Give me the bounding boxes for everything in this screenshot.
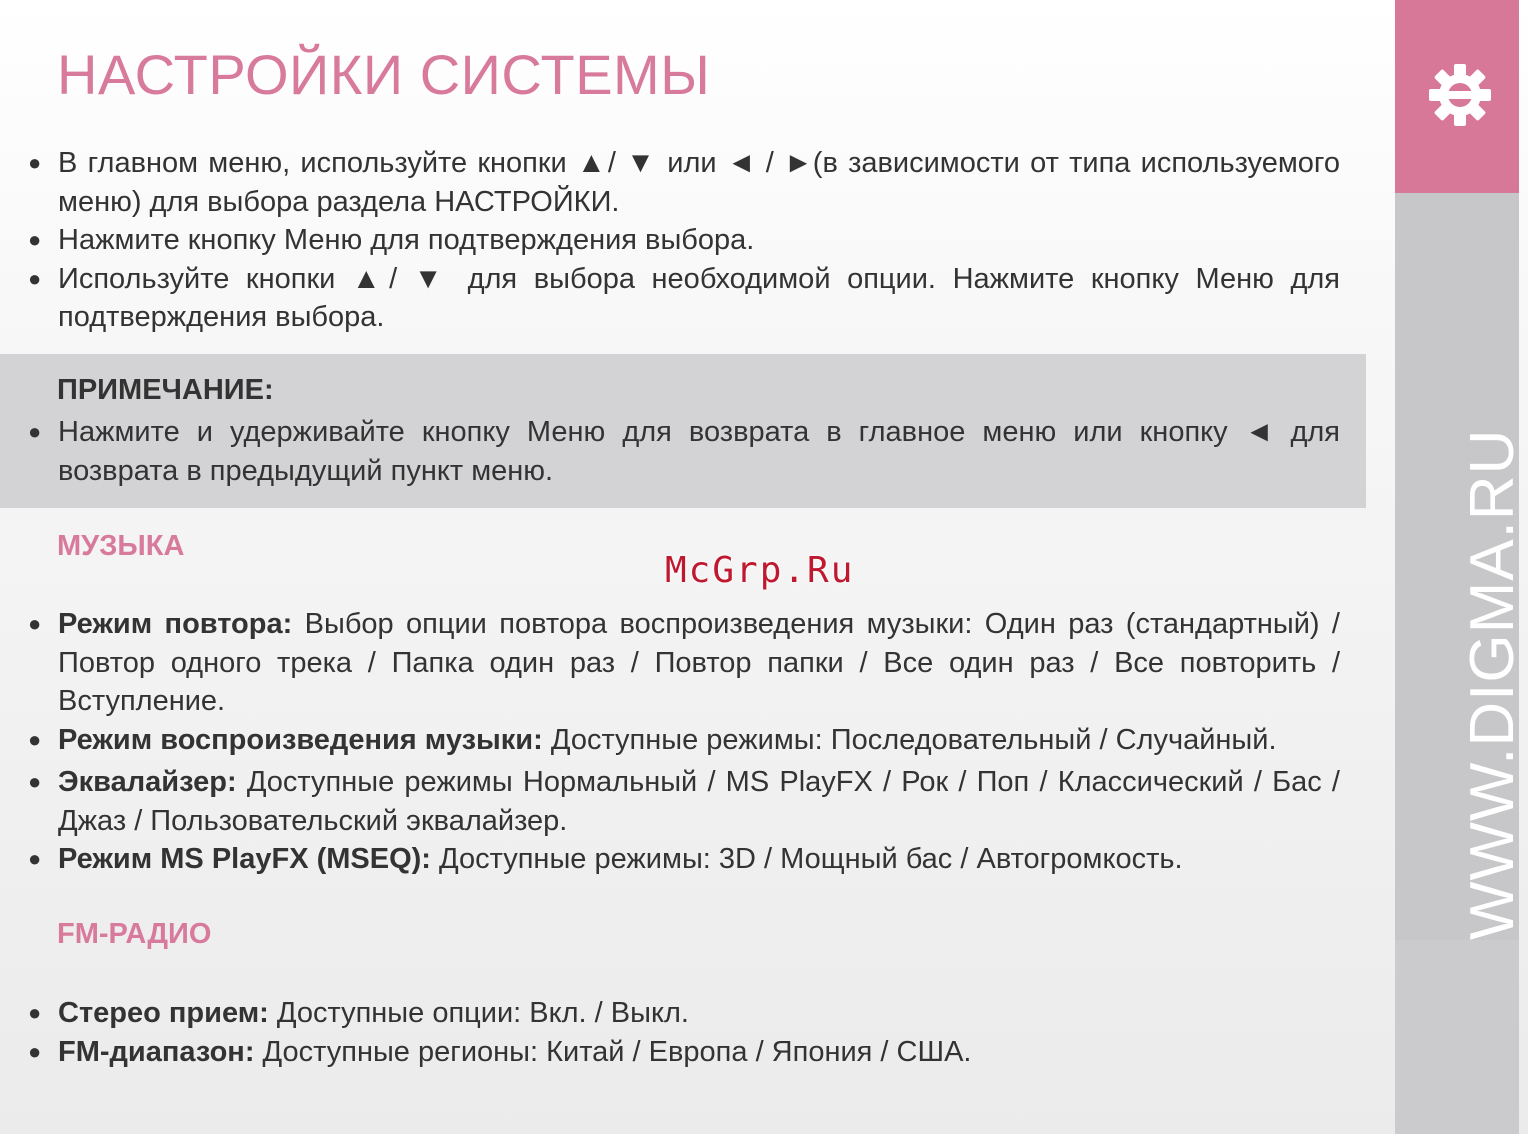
watermark: McGrp.Ru [665, 550, 855, 591]
bullet: ● [28, 611, 42, 636]
music-heading: МУЗЫКА [57, 530, 185, 562]
bullet: ● [28, 227, 42, 252]
music-list [28, 605, 1340, 879]
bullet: ● [28, 726, 42, 752]
note-list [28, 413, 1340, 490]
list-item: ● Эквалайзер: Доступные режимы Нормальный / MS PlayFX / Рок / Поп / Классический / Бас / Джаз / Пользовательский эквалайзер. [28, 763, 1340, 840]
radio-list [28, 994, 1340, 1071]
side-bar-bottom [1395, 940, 1519, 1134]
bullet: ● [28, 1000, 42, 1025]
page-title: НАСТРОЙКИ СИСТЕМЫ [57, 43, 711, 106]
bullet: ● [28, 846, 42, 871]
bullet: ● [28, 265, 42, 291]
list-item: ● Стерео прием: Доступные опции: Вкл. / Выкл. [28, 994, 1340, 1033]
bullet: ● [28, 419, 42, 444]
list-item: ● Режим воспроизведения музыки: Доступные режимы: Последовательный / Случайный. [28, 721, 1340, 760]
list-item: ● В главном меню, используйте кнопки ▲/ ▼ или ◄ / ►(в зависимости от типа используемого меню) для выбора раздела НАСТРОЙКИ. [28, 144, 1340, 221]
list-item: ● Режим повтора: Выбор опции повтора воспроизведения музыки: Один раз (стандартный) / Повтор одного трека / Папка один раз / Повтор папки / Все один раз / Все повторить / Вступление. [28, 605, 1340, 721]
list-item: ● Нажмите и удерживайте кнопку Меню для возврата в главное меню или кнопку ◄ для возврата в предыдущий пункт меню. [28, 413, 1340, 490]
bullet: ● [28, 769, 42, 794]
note-title: ПРИМЕЧАНИЕ: [57, 374, 274, 406]
list-item: ● FM-диапазон: Доступные регионы: Китай / Европа / Япония / США. [28, 1033, 1340, 1072]
site-url: WWW.DIGMA.RU [1458, 428, 1527, 940]
list-item: ● Режим MS PlayFX (MSEQ): Доступные режимы: 3D / Мощный бас / Автогромкость. [28, 840, 1340, 879]
intro-list [28, 144, 1340, 337]
list-item: ● Используйте кнопки ▲/ ▼ для выбора необходимой опции. Нажмите кнопку Меню для подтверждения выбора. [28, 260, 1340, 337]
bullet: ● [28, 150, 42, 175]
bullet: ● [28, 1038, 42, 1064]
list-item: ● Нажмите кнопку Меню для подтверждения выбора. [28, 221, 1340, 260]
radio-heading: FM-РАДИО [57, 918, 212, 950]
gear-icon [1427, 62, 1493, 128]
